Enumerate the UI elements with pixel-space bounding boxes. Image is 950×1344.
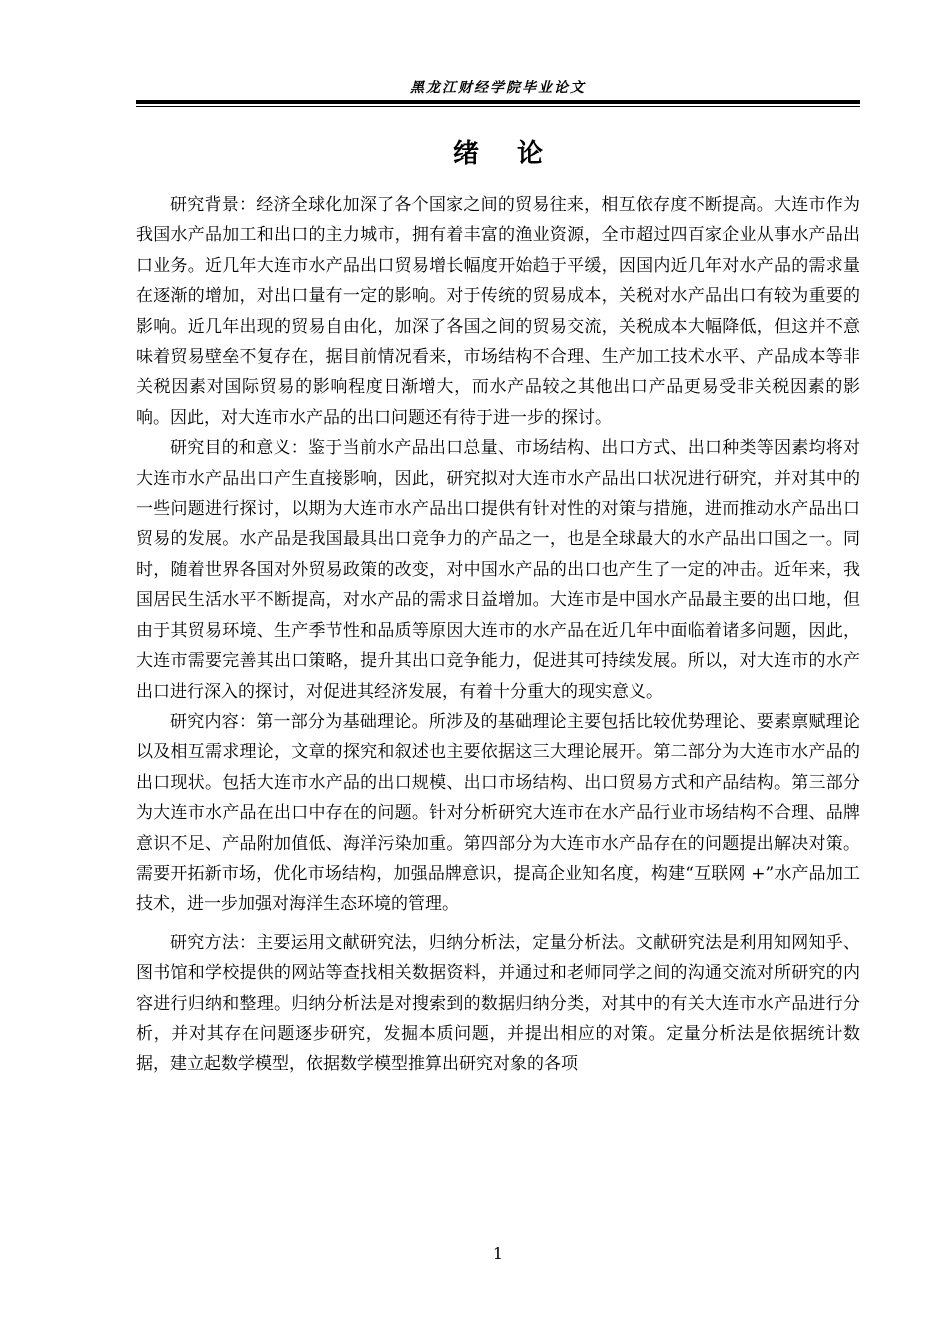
page-number: 1: [492, 1244, 504, 1263]
header-rule-thin: [136, 106, 860, 107]
body-text: [136, 190, 860, 1080]
section-title: 绪论: [452, 139, 581, 169]
paragraph-research-methods: 研究方法：主要运用文献研究法，归纳分析法，定量分析法。文献研究法是利用知网知乎、图书馆和学校提供的网站等查找相关数据资料，并通过和老师同学之间的沟通交流对所研究的内容进行归纳和整理。归纳分析法是对搜索到的数据归纳分类，对其中的有关大连市水产品进行分析，并对其存在问题逐步研究，发掘本质问题，并提出相应的对策。定量分析法是依据统计数据，建立起数学模型，依据数学模型推算出研究对象的各项: [136, 932, 860, 1075]
header-rule-thick: [136, 100, 860, 104]
paragraph-research-content: 研究内容：第一部分为基础理论。所涉及的基础理论主要包括比较优势理论、要素禀赋理论以及相互需求理论，文章的探究和叙述也主要依据这三大理论展开。第二部分为大连市水产品的出口现状。包括大连市水产品的出口规模、出口市场结构、出口贸易方式和产品结构。第三部分为大连市水产品在出口中存在的问题。针对分析研究大连市在水产品行业市场结构不合理、品牌意识不足、产品附加值低、海洋污染加重。第四部分为大连市水产品存在的问题提出解决对策。需要开拓新市场，优化市场结构，加强品牌意识，提高企业知名度，构建“互联网 +”水产品加工技术，进一步加强对海洋生态环境的管理。: [136, 711, 860, 915]
paragraph-research-background: 研究背景：经济全球化加深了各个国家之间的贸易往来，相互依存度不断提高。大连市作为我国水产品加工和出口的主力城市，拥有着丰富的渔业资源，全市超过四百家企业从事水产品出口业务。近几年大连市水产品出口贸易增长幅度开始趋于平缓，因国内近几年对水产品的需求量在逐渐的增加，对出口量有一定的影响。对于传统的贸易成本，关税对水产品出口有较为重要的影响。近几年出现的贸易自由化，加深了各国之间的贸易交流，关税成本大幅降低，但这并不意味着贸易壁垒不复存在，据目前情况看来，市场结构不合理、生产加工技术水平、产品成本等非关税因素对国际贸易的影响程度日渐增大，而水产品较之其他出口产品更易受非关税因素的影响。因此，对大连市水产品的出口问题还有待于进一步的探讨。: [136, 195, 860, 428]
running-header: 黑龙江财经学院毕业论文: [410, 80, 586, 96]
paragraph-research-purpose: 研究目的和意义：鉴于当前水产品出口总量、市场结构、出口方式、出口种类等因素均将对大连市水产品出口产生直接影响，因此，研究拟对大连市水产品出口状况进行研究，并对其中的一些问题进行探讨，以期为大连市水产品出口提供有针对性的对策与措施，进而推动水产品出口贸易的发展。水产品是我国最具出口竞争力的产品之一，也是全球最大的水产品出口国之一。同时，随着世界各国对外贸易政策的改变，对中国水产品的出口也产生了一定的冲击。近年来，我国居民生活水平不断提高，对水产品的需求日益增加。大连市是中国水产品最主要的出口地，但由于其贸易环境、生产季节性和品质等原因大连市的水产品在近几年中面临着诸多问题，因此，大连市需要完善其出口策略，提升其出口竞争能力，促进其可持续发展。所以，对大连市的水产出口进行深入的探讨，对促进其经济发展，有着十分重大的现实意义。: [136, 438, 860, 702]
